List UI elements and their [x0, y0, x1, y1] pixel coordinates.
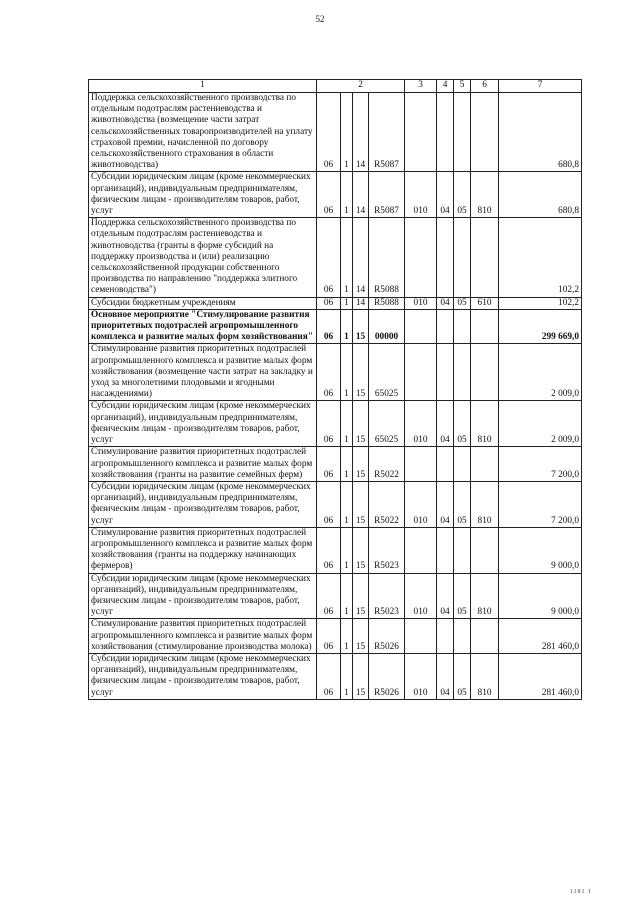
code-subprogram: 1: [341, 218, 353, 297]
table-row: [89, 653, 582, 699]
row-amount: 102,2: [499, 297, 582, 309]
header-cell: 4: [437, 80, 454, 93]
code-section: 04: [437, 401, 454, 447]
table-row: [89, 401, 582, 447]
code-ministry: 010: [405, 573, 437, 619]
code-direction: R5088: [369, 297, 405, 309]
code-subsection: 05: [454, 481, 471, 527]
code-activity: 15: [353, 481, 369, 527]
code-activity: 14: [353, 93, 369, 172]
row-description: Стимулирование развития приоритетных подотраслей агропромышленного комплекса и развитие малых форм хозяйствования (стимулирование производства молока): [89, 619, 317, 654]
code-direction: R5026: [369, 619, 405, 654]
code-activity: 15: [353, 619, 369, 654]
code-expense-type: [471, 309, 499, 344]
code-activity: 15: [353, 344, 369, 401]
code-section: [437, 309, 454, 344]
code-section: [437, 447, 454, 482]
code-activity: 15: [353, 401, 369, 447]
code-program: 06: [317, 447, 341, 482]
row-amount: 2 009,0: [499, 401, 582, 447]
code-subsection: 05: [454, 573, 471, 619]
code-subprogram: 1: [341, 93, 353, 172]
code-subsection: 05: [454, 653, 471, 699]
header-cell: 5: [454, 80, 471, 93]
code-section: 04: [437, 172, 454, 218]
code-ministry: [405, 93, 437, 172]
code-subprogram: 1: [341, 344, 353, 401]
row-description: Субсидии юридическим лицам (кроме некоммерческих организаций), индивидуальным предпринимателям, физическим лицам - производителям товаров, работ, услуг: [89, 172, 317, 218]
row-description: Субсидии бюджетным учреждениям: [89, 297, 317, 309]
code-activity: 15: [353, 309, 369, 344]
code-section: 04: [437, 481, 454, 527]
table-row: [89, 93, 582, 172]
header-cell: 3: [405, 80, 437, 93]
row-description: Субсидии юридическим лицам (кроме некоммерческих организаций), индивидуальным предпринимателям, физическим лицам - производителям товаров, работ, услуг: [89, 573, 317, 619]
code-program: 06: [317, 309, 341, 344]
code-subprogram: 1: [341, 401, 353, 447]
code-activity: 15: [353, 573, 369, 619]
header-row: [89, 80, 582, 93]
code-subprogram: 1: [341, 573, 353, 619]
code-subsection: 05: [454, 172, 471, 218]
code-direction: R5022: [369, 481, 405, 527]
code-subprogram: 1: [341, 619, 353, 654]
code-section: [437, 344, 454, 401]
budget-table: [88, 79, 582, 700]
code-program: 06: [317, 344, 341, 401]
row-description: Поддержка сельскохозяйственного производства по отдельным подотраслям растениеводства и животноводства (возмещение части затрат сельскохозяйственных товаропроизводителей на уплату страховой премии, начисленной по договору сельскохозяйственного страхования в области животноводства): [89, 93, 317, 172]
code-program: 06: [317, 93, 341, 172]
code-section: [437, 619, 454, 654]
code-subprogram: 1: [341, 172, 353, 218]
code-section: 04: [437, 653, 454, 699]
code-subsection: [454, 309, 471, 344]
code-section: [437, 93, 454, 172]
code-direction: R5022: [369, 447, 405, 482]
code-subsection: [454, 619, 471, 654]
code-expense-type: [471, 93, 499, 172]
code-expense-type: [471, 527, 499, 573]
code-program: 06: [317, 527, 341, 573]
code-subsection: [454, 344, 471, 401]
code-direction: R5023: [369, 573, 405, 619]
row-description: Субсидии юридическим лицам (кроме некоммерческих организаций), индивидуальным предпринимателям, физическим лицам - производителям товаров, работ, услуг: [89, 401, 317, 447]
code-program: 06: [317, 653, 341, 699]
table-row: [89, 344, 582, 401]
code-expense-type: [471, 344, 499, 401]
row-amount: 680,8: [499, 172, 582, 218]
header-cell: 6: [471, 80, 499, 93]
code-ministry: 010: [405, 172, 437, 218]
code-direction: R5026: [369, 653, 405, 699]
code-subprogram: 1: [341, 309, 353, 344]
code-subsection: [454, 93, 471, 172]
page-number: 52: [315, 14, 325, 24]
row-amount: 9 000,0: [499, 527, 582, 573]
code-ministry: [405, 619, 437, 654]
code-expense-type: [471, 218, 499, 297]
table-row: [89, 619, 582, 654]
table-row: [89, 447, 582, 482]
code-direction: 65025: [369, 344, 405, 401]
code-subprogram: 1: [341, 481, 353, 527]
code-subprogram: 1: [341, 653, 353, 699]
code-section: 04: [437, 573, 454, 619]
code-ministry: [405, 344, 437, 401]
code-ministry: 010: [405, 401, 437, 447]
row-description: Поддержка сельскохозяйственного производства по отдельным подотраслям растениеводства и животноводства (гранты в форме субсидий на поддержку производства и (или) реализацию сельскохозяйственной продукции собственного производства по направлению "поддержка элитного семеноводства"): [89, 218, 317, 297]
code-program: 06: [317, 218, 341, 297]
row-amount: 102,2: [499, 218, 582, 297]
code-subsection: [454, 218, 471, 297]
code-activity: 15: [353, 447, 369, 482]
row-amount: 299 669,0: [499, 309, 582, 344]
table-row: [89, 309, 582, 344]
code-subsection: 05: [454, 401, 471, 447]
code-expense-type: 810: [471, 172, 499, 218]
code-ministry: [405, 447, 437, 482]
code-subprogram: 1: [341, 447, 353, 482]
code-direction: R5087: [369, 172, 405, 218]
code-direction: R5087: [369, 93, 405, 172]
code-program: 06: [317, 172, 341, 218]
code-expense-type: [471, 447, 499, 482]
code-activity: 14: [353, 172, 369, 218]
code-direction: 65025: [369, 401, 405, 447]
row-description: Стимулирование развития приоритетных подотраслей агропромышленного комплекса и развитие малых форм хозяйствования (возмещение части затрат на закладку и уход за многолетними плодовыми и ягодными насаждениями): [89, 344, 317, 401]
row-amount: 680,8: [499, 93, 582, 172]
code-subsection: [454, 527, 471, 573]
table-row: [89, 527, 582, 573]
code-activity: 14: [353, 297, 369, 309]
code-direction: 00000: [369, 309, 405, 344]
table-row: [89, 481, 582, 527]
row-amount: 7 200,0: [499, 481, 582, 527]
code-ministry: [405, 309, 437, 344]
code-ministry: 010: [405, 481, 437, 527]
code-expense-type: 610: [471, 297, 499, 309]
code-ministry: [405, 218, 437, 297]
code-activity: 15: [353, 527, 369, 573]
code-subprogram: 1: [341, 297, 353, 309]
code-section: [437, 527, 454, 573]
code-direction: R5088: [369, 218, 405, 297]
row-description: Стимулирование развития приоритетных подотраслей агропромышленного комплекса и развитие малых форм хозяйствования (гранты на поддержку начинающих фермеров): [89, 527, 317, 573]
code-expense-type: [471, 619, 499, 654]
header-cell: 1: [89, 80, 317, 93]
row-description: Субсидии юридическим лицам (кроме некоммерческих организаций), индивидуальным предпринимателям, физическим лицам - производителям товаров, работ, услуг: [89, 653, 317, 699]
table-row: [89, 297, 582, 309]
code-direction: R5023: [369, 527, 405, 573]
table-row: [89, 218, 582, 297]
code-activity: 14: [353, 218, 369, 297]
code-subsection: [454, 447, 471, 482]
row-description: Основное мероприятие "Стимулирование развития приоритетных подотраслей агропромышленного комплекса и развитие малых форм хозяйствования": [89, 309, 317, 344]
table-row: [89, 172, 582, 218]
row-description: Стимулирование развития приоритетных подотраслей агропромышленного комплекса и развитие малых форм хозяйствования (гранты на развитие семейных ферм): [89, 447, 317, 482]
code-section: [437, 218, 454, 297]
code-activity: 15: [353, 653, 369, 699]
code-ministry: [405, 527, 437, 573]
code-subprogram: 1: [341, 527, 353, 573]
code-subsection: 05: [454, 297, 471, 309]
code-program: 06: [317, 573, 341, 619]
code-program: 06: [317, 401, 341, 447]
code-program: 06: [317, 619, 341, 654]
code-program: 06: [317, 481, 341, 527]
code-expense-type: 810: [471, 653, 499, 699]
code-expense-type: 810: [471, 481, 499, 527]
code-expense-type: 810: [471, 401, 499, 447]
row-description: Субсидии юридическим лицам (кроме некоммерческих организаций), индивидуальным предпринимателям, физическим лицам - производителям товаров, работ, услуг: [89, 481, 317, 527]
code-section: 04: [437, 297, 454, 309]
code-ministry: 010: [405, 653, 437, 699]
header-cell: 7: [499, 80, 582, 93]
footer-mark: 1181 1: [569, 889, 592, 895]
code-ministry: 010: [405, 297, 437, 309]
row-amount: 2 009,0: [499, 344, 582, 401]
row-amount: 9 000,0: [499, 573, 582, 619]
code-program: 06: [317, 297, 341, 309]
row-amount: 7 200,0: [499, 447, 582, 482]
table-row: [89, 573, 582, 619]
header-cell: 2: [317, 80, 405, 93]
code-expense-type: 810: [471, 573, 499, 619]
row-amount: 281 460,0: [499, 619, 582, 654]
row-amount: 281 460,0: [499, 653, 582, 699]
